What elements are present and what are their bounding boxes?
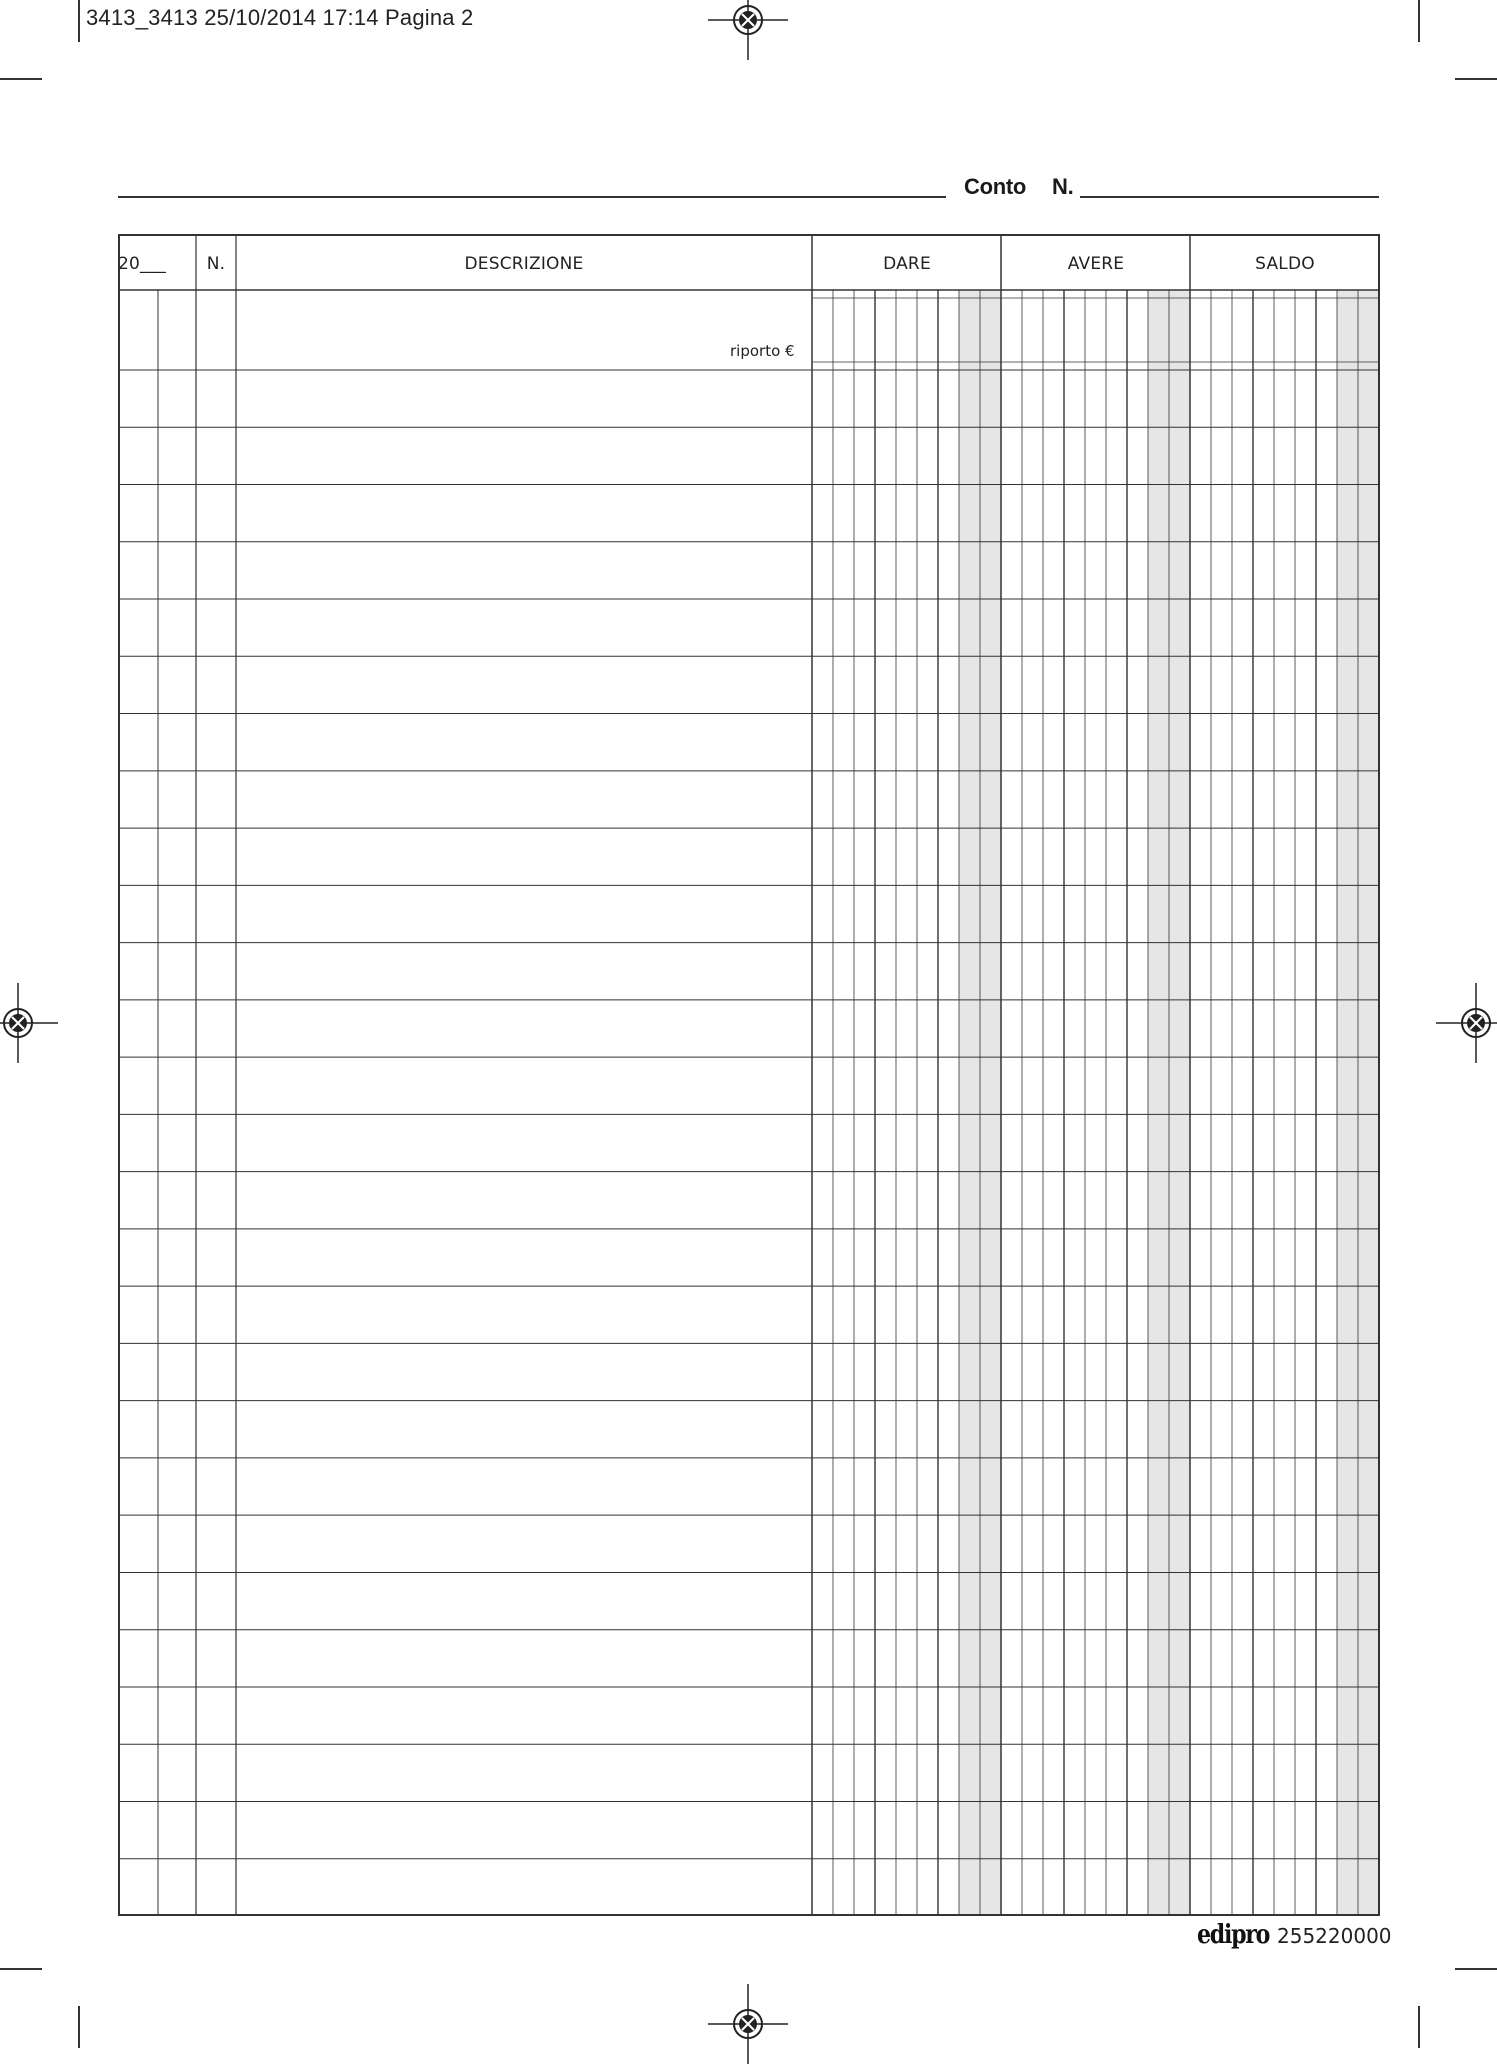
- conto-label: Conto: [964, 174, 1027, 199]
- registration-mark-right: [1436, 983, 1497, 1063]
- registration-mark-left: [0, 983, 58, 1063]
- ledger-grid[interactable]: [118, 234, 1380, 1916]
- account-number-line[interactable]: [1080, 196, 1379, 198]
- print-slug: 3413_3413 25/10/2014 17:14 Pagina 2: [86, 5, 474, 30]
- column-header-description: DESCRIZIONE: [464, 254, 584, 274]
- column-header-dare: DARE: [883, 254, 931, 274]
- registration-mark-bottom: [708, 1984, 788, 2064]
- column-header-avere: AVERE: [1067, 254, 1125, 274]
- column-header-year: 20___: [118, 254, 167, 274]
- carry-forward-label: riporto €: [730, 342, 795, 360]
- account-number-label: N.: [1052, 174, 1074, 199]
- column-header-number: N.: [206, 254, 226, 274]
- product-code: 255220000: [1277, 1924, 1392, 1948]
- brand-logo: edipro: [1197, 1920, 1270, 1950]
- column-header-saldo: SALDO: [1255, 254, 1315, 274]
- registration-mark-top: [708, 0, 788, 60]
- account-name-line[interactable]: [118, 196, 946, 198]
